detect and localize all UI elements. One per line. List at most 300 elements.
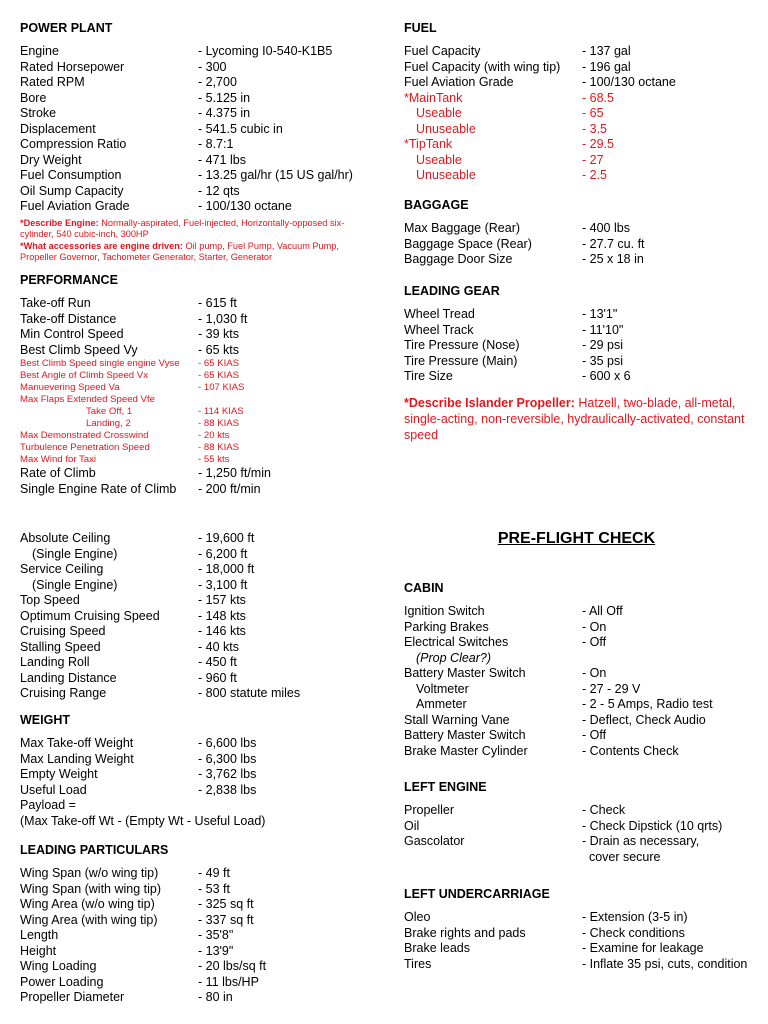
- spec-row: [404, 926, 754, 942]
- spec-row: [20, 122, 380, 138]
- spec-label: Brake Master Cylinder: [404, 743, 528, 758]
- spec-label: Brake rights and pads: [404, 925, 526, 940]
- spec-label: Engine: [20, 44, 59, 58]
- spec-value: - 19,600 ft: [198, 531, 255, 545]
- spec-label: Best Climb Speed Vy: [20, 342, 138, 357]
- spec-value: - 3.5: [582, 121, 608, 136]
- spec-value: - 2 - 5 Amps, Radio test: [582, 697, 713, 711]
- spec-row: [20, 358, 380, 370]
- spec-label: Displacement: [20, 121, 96, 136]
- spec-row: [404, 803, 754, 819]
- spec-row: [20, 430, 380, 442]
- spec-row: [20, 106, 380, 122]
- spec-row: [20, 531, 380, 547]
- spec-row: [20, 783, 380, 799]
- spec-label: Wing Span (w/o wing tip): [20, 866, 159, 880]
- leading-gear-rows: [404, 307, 754, 385]
- spec-value: - 68.5: [582, 90, 614, 105]
- spec-label: Fuel Capacity: [404, 44, 481, 58]
- spec-row: [20, 990, 380, 1006]
- spec-row: [404, 850, 754, 866]
- spec-row: [404, 237, 754, 253]
- spec-label: Fuel Consumption: [20, 168, 122, 182]
- performance-red-rows-2: [20, 430, 380, 466]
- spec-row: [404, 728, 754, 744]
- spec-value: - Off: [582, 635, 607, 649]
- power-plant-section: [20, 20, 380, 264]
- spec-row: [20, 44, 380, 60]
- spec-value: cover secure: [582, 849, 661, 864]
- performance-climb-rows: [20, 466, 380, 497]
- spec-value: - Extension (3-5 in): [582, 910, 688, 924]
- spec-row: [404, 635, 754, 651]
- weight-rows: [20, 736, 380, 798]
- spec-row: [404, 106, 754, 122]
- preflight-title: PRE-FLIGHT CHECK: [497, 530, 656, 547]
- spec-value: - 615 ft: [198, 296, 237, 310]
- spec-row: [20, 168, 380, 184]
- spec-label: Rated Horsepower: [20, 59, 125, 74]
- spec-value: - 27.7 cu. ft: [582, 236, 645, 251]
- spec-label: Useable: [416, 152, 462, 167]
- spec-label: Absolute Ceiling: [20, 531, 111, 545]
- spec-value: - Inflate 35 psi, cuts, condition: [582, 956, 748, 971]
- spec-row: [20, 752, 380, 768]
- spec-label: Max Demonstrated Crosswind: [20, 430, 149, 441]
- performance-section: [20, 272, 380, 497]
- spec-label: Fuel Capacity (with wing tip): [404, 59, 561, 74]
- spec-label: Max Flaps Extended Speed Vfe: [20, 394, 155, 405]
- payload-formula: (Max Take-off Wt - (Empty Wt - Useful Load): [20, 813, 266, 828]
- spec-row: [20, 137, 380, 153]
- spec-label: Landing, 2: [86, 418, 131, 429]
- spec-label: *TipTank: [404, 137, 453, 151]
- spec-value: - 960 ft: [198, 670, 237, 685]
- spec-value: - 600 x 6: [582, 369, 631, 383]
- spec-label: Useable: [416, 106, 462, 120]
- spec-value: - Examine for leakage: [582, 941, 704, 955]
- spec-row: [404, 666, 754, 682]
- spec-row: [20, 91, 380, 107]
- spec-label: Propeller: [404, 803, 455, 817]
- spec-label: Height: [20, 943, 57, 958]
- engine-accessories-text: Oil pump, Fuel Pump, Vacuum Pump, Propeller Governor, Tachometer Generator, Starter, Generator: [20, 240, 339, 262]
- performance-heading: PERFORMANCE: [20, 273, 118, 287]
- spec-label: Best Angle of Climb Speed Vx: [20, 370, 148, 381]
- spec-value: - 157 kts: [198, 593, 246, 607]
- spec-row: [20, 454, 380, 466]
- spec-label: Unuseable: [416, 121, 476, 136]
- spec-row: [20, 944, 380, 960]
- propeller-description-text: Hatzell, two-blade, all-metal, single-acting, non-reversible, hydraulically-activated, constant speed: [404, 395, 745, 442]
- spec-row: [20, 913, 380, 929]
- spec-value: - 4.375 in: [198, 106, 251, 120]
- spec-label: Electrical Switches: [404, 635, 509, 649]
- leading-particulars-section: [20, 842, 380, 1006]
- performance-red-rows: [20, 358, 380, 406]
- left-engine-heading: LEFT ENGINE: [404, 780, 487, 794]
- spec-row: [404, 252, 754, 268]
- spec-value: - 2.5: [582, 168, 608, 182]
- spec-label: *MainTank: [404, 90, 463, 105]
- spec-row: [404, 168, 754, 184]
- spec-label: Top Speed: [20, 593, 80, 607]
- spec-row: [20, 296, 380, 312]
- spec-value: - 65 kts: [198, 342, 239, 357]
- spec-value: - 196 gal: [582, 59, 631, 74]
- spec-value: - 1,030 ft: [198, 311, 248, 326]
- spec-value: - 29 psi: [582, 338, 623, 352]
- spec-value: - 35'8": [198, 928, 234, 942]
- spec-value: - On: [582, 666, 607, 680]
- spec-value: - 137 gal: [582, 44, 631, 58]
- spec-label: Baggage Space (Rear): [404, 236, 532, 251]
- spec-row: [404, 834, 754, 850]
- spec-label: Battery Master Switch: [404, 728, 526, 742]
- spec-label: Wing Loading: [20, 959, 97, 973]
- spec-value: - Deflect, Check Audio: [582, 712, 706, 727]
- spec-label: Best Climb Speed single engine Vyse: [20, 358, 180, 369]
- spec-row: [404, 323, 754, 339]
- engine-description-note: [20, 218, 370, 241]
- ceiling-speed-rows: [20, 531, 380, 702]
- baggage-rows: [404, 221, 754, 268]
- spec-label: Single Engine Rate of Climb: [20, 481, 177, 496]
- spec-label: Gascolator: [404, 834, 465, 848]
- spec-label: Tire Pressure (Main): [404, 353, 518, 368]
- cabin-section: [404, 580, 754, 759]
- spec-value: - 3,100 ft: [198, 577, 248, 592]
- spec-label: Fuel Aviation Grade: [20, 199, 130, 213]
- spec-value: - 450 ft: [198, 655, 237, 669]
- spec-value: - Check Dipstick (10 qrts): [582, 818, 723, 833]
- performance-rows: [20, 296, 380, 358]
- spec-row: [404, 957, 754, 973]
- engine-description-text: Normally-aspirated, Fuel-injected, Horizontally-opposed six-cylinder, 540 cubic-inch, 300HP: [20, 217, 345, 239]
- spec-label: Stall Warning Vane: [404, 712, 510, 727]
- spec-row: [404, 75, 754, 91]
- spec-value: - 107 KIAS: [198, 382, 245, 393]
- spec-value: - 18,000 ft: [198, 562, 255, 576]
- spec-value: - 2,838 lbs: [198, 782, 257, 797]
- spec-label: Max Landing Weight: [20, 751, 134, 766]
- left-engine-section: [404, 779, 754, 865]
- spec-value: - 6,200 ft: [198, 546, 248, 561]
- spec-label: Take-off Run: [20, 296, 91, 310]
- spec-label: Wheel Tread: [404, 307, 475, 321]
- spec-row: [404, 620, 754, 636]
- spec-label: Tires: [404, 956, 432, 971]
- spec-row: [20, 442, 380, 454]
- power-plant-heading: POWER PLANT: [20, 21, 113, 35]
- spec-label: (Prop Clear?): [416, 650, 492, 665]
- spec-label: Max Baggage (Rear): [404, 221, 521, 235]
- spec-row: [20, 882, 380, 898]
- spec-value: - 65 KIAS: [198, 370, 240, 381]
- spec-value: - 49 ft: [198, 866, 230, 880]
- left-undercarriage-rows: [404, 910, 754, 972]
- spec-row: [20, 184, 380, 200]
- cabin-rows: [404, 604, 754, 759]
- spec-label: Dry Weight: [20, 152, 82, 167]
- spec-row: [404, 651, 754, 667]
- spec-label: Optimum Cruising Speed: [20, 608, 160, 623]
- spec-label: Wing Area (with wing tip): [20, 912, 158, 927]
- spec-row: [20, 578, 380, 594]
- engine-description-label: *Describe Engine:: [20, 217, 99, 228]
- spec-row: [20, 382, 380, 394]
- spec-row: [404, 682, 754, 698]
- spec-row: [404, 941, 754, 957]
- spec-row: [20, 671, 380, 687]
- spec-label: Useful Load: [20, 782, 87, 797]
- spec-value: - 11 lbs/HP: [198, 974, 259, 989]
- spec-value: [198, 394, 380, 406]
- spec-label: Oil: [404, 818, 420, 833]
- spec-value: - 146 kts: [198, 624, 246, 638]
- spec-row: [20, 343, 380, 359]
- spec-row: [20, 199, 380, 215]
- spec-value: - 325 sq ft: [198, 897, 254, 911]
- cabin-heading: CABIN: [404, 581, 444, 595]
- spec-row: [404, 122, 754, 138]
- spec-value: - 5.125 in: [198, 90, 251, 105]
- ceiling-speed-section: [20, 531, 380, 702]
- spec-value: - 400 lbs: [582, 221, 630, 235]
- spec-row: [404, 307, 754, 323]
- leading-gear-section: [404, 283, 754, 443]
- spec-value: - 27: [582, 152, 604, 167]
- spec-label: Unuseable: [416, 168, 476, 182]
- spec-value: - On: [582, 619, 607, 634]
- spec-row: [20, 959, 380, 975]
- performance-flap-rows: [20, 406, 380, 430]
- spec-value: - 8.7:1: [198, 137, 234, 151]
- spec-label: Compression Ratio: [20, 137, 127, 151]
- spec-value: - 55 kts: [198, 454, 230, 465]
- spec-value: - All Off: [582, 604, 623, 618]
- spec-value: - 200 ft/min: [198, 481, 261, 496]
- spec-row: [20, 312, 380, 328]
- spec-value: - 114 KIAS: [198, 406, 244, 417]
- spec-label: Oil Sump Capacity: [20, 183, 124, 198]
- spec-value: - 2,700: [198, 75, 237, 89]
- spec-row: [20, 418, 380, 430]
- spec-value: - 6,600 lbs: [198, 736, 257, 750]
- spec-value: - 88 KIAS: [198, 418, 240, 429]
- spec-row: [404, 604, 754, 620]
- spec-label: Service Ceiling: [20, 562, 104, 576]
- spec-label: Landing Roll: [20, 655, 90, 669]
- spec-value: - 13'9": [198, 943, 234, 958]
- spec-label: Power Loading: [20, 974, 104, 989]
- spec-label: Manuevering Speed Va: [20, 382, 120, 393]
- spec-label: Stroke: [20, 106, 57, 120]
- spec-label: Brake leads: [404, 941, 471, 955]
- weight-heading: WEIGHT: [20, 713, 70, 727]
- spec-label: Rated RPM: [20, 75, 85, 89]
- spec-value: - 337 sq ft: [198, 912, 254, 927]
- spec-value: - 29.5: [582, 137, 614, 151]
- spec-label: Max Wind for Taxi: [20, 454, 97, 465]
- spec-label: Turbulence Penetration Speed: [20, 442, 150, 453]
- spec-label: Ignition Switch: [404, 604, 485, 618]
- spec-label: Tire Pressure (Nose): [404, 338, 520, 352]
- spec-row: [404, 713, 754, 729]
- spec-label: Cruising Range: [20, 686, 107, 700]
- power-plant-rows: [20, 44, 380, 215]
- spec-value: - 100/130 octane: [582, 75, 676, 89]
- spec-value: - 13.25 gal/hr (15 US gal/hr): [198, 168, 353, 182]
- spec-value: - 11'10": [582, 322, 624, 337]
- spec-row: [404, 221, 754, 237]
- spec-value: - 53 ft: [198, 881, 230, 896]
- spec-value: - 471 lbs: [198, 152, 246, 167]
- spec-value: - 35 psi: [582, 353, 623, 368]
- spec-label: Voltmeter: [416, 681, 469, 696]
- spec-value: - 27 - 29 V: [582, 681, 641, 696]
- spec-label: Landing Distance: [20, 670, 117, 685]
- spec-label: Oleo: [404, 910, 431, 924]
- spec-value: [582, 651, 754, 667]
- propeller-description-label: *Describe Islander Propeller:: [404, 395, 575, 410]
- spec-row: [20, 640, 380, 656]
- spec-row: [20, 370, 380, 382]
- fuel-section: [404, 20, 754, 184]
- spec-value: - 25 x 18 in: [582, 252, 644, 266]
- spec-label: [404, 850, 582, 866]
- spec-label: Tire Size: [404, 369, 453, 383]
- spec-row: [20, 593, 380, 609]
- spec-value: - 1,250 ft/min: [198, 466, 271, 480]
- spec-label: Rate of Climb: [20, 466, 96, 480]
- spec-value: - 800 statute miles: [198, 686, 301, 700]
- spec-label: Baggage Door Size: [404, 252, 513, 266]
- spec-value: - 541.5 cubic in: [198, 121, 283, 136]
- spec-value: - 100/130 octane: [198, 199, 292, 213]
- spec-row: [20, 60, 380, 76]
- leading-particulars-heading: LEADING PARTICULARS: [20, 843, 169, 857]
- spec-row: [20, 609, 380, 625]
- spec-label: Take Off, 1: [86, 406, 133, 417]
- spec-label: Empty Weight: [20, 767, 98, 781]
- spec-value: - Drain as necessary,: [582, 834, 700, 848]
- spec-row: [20, 406, 380, 418]
- spec-label: Max Take-off Weight: [20, 736, 134, 750]
- spec-row: [20, 466, 380, 482]
- spec-value: - Check: [582, 803, 626, 817]
- spec-value: - 40 kts: [198, 639, 239, 654]
- spec-row: [404, 153, 754, 169]
- spec-value: - Off: [582, 728, 607, 742]
- spec-value: - 13'1": [582, 307, 618, 321]
- spec-label: Cruising Speed: [20, 624, 106, 638]
- spec-label: Wing Area (w/o wing tip): [20, 897, 155, 911]
- spec-row: [20, 75, 380, 91]
- spec-row: [404, 60, 754, 76]
- spec-row: [20, 897, 380, 913]
- spec-label: Stalling Speed: [20, 639, 101, 654]
- spec-label: (Single Engine): [32, 577, 118, 592]
- spec-row: [404, 91, 754, 107]
- spec-row: [20, 624, 380, 640]
- spec-label: (Single Engine): [32, 546, 118, 561]
- spec-row: [20, 686, 380, 702]
- left-undercarriage-heading: LEFT UNDERCARRIAGE: [404, 887, 550, 901]
- spec-row: [404, 744, 754, 760]
- spec-value: - 300: [198, 59, 227, 74]
- fuel-rows: [404, 44, 754, 184]
- spec-value: - 6,300 lbs: [198, 751, 257, 766]
- spec-label: Bore: [20, 90, 47, 105]
- spec-label: Wheel Track: [404, 322, 474, 337]
- spec-label: Propeller Diameter: [20, 990, 125, 1004]
- spec-row: [20, 153, 380, 169]
- spec-row: [404, 137, 754, 153]
- spec-value: - 20 lbs/sq ft: [198, 959, 267, 973]
- spec-row: [20, 866, 380, 882]
- spec-value: - 20 kts: [198, 430, 230, 441]
- spec-label: Ammeter: [416, 697, 467, 711]
- spec-row: [404, 44, 754, 60]
- spec-row: [20, 767, 380, 783]
- spec-row: [404, 369, 754, 385]
- spec-row: [404, 697, 754, 713]
- spec-row: [20, 482, 380, 498]
- spec-row: [20, 562, 380, 578]
- left-undercarriage-section: [404, 886, 754, 972]
- spec-label: Wing Span (with wing tip): [20, 881, 162, 896]
- spec-value: - 65: [582, 106, 604, 120]
- spec-row: [20, 928, 380, 944]
- weight-section: [20, 712, 380, 829]
- spec-row: [404, 338, 754, 354]
- spec-value: - Contents Check: [582, 743, 679, 758]
- spec-label: Min Control Speed: [20, 327, 124, 341]
- spec-label: Take-off Distance: [20, 311, 117, 326]
- spec-value: - 148 kts: [198, 608, 246, 623]
- spec-row: [20, 736, 380, 752]
- spec-row: [20, 327, 380, 343]
- spec-value: - 39 kts: [198, 327, 239, 341]
- baggage-heading: BAGGAGE: [404, 198, 469, 212]
- spec-row: [20, 975, 380, 991]
- engine-accessories-note: [20, 241, 370, 264]
- spec-value: - 65 KIAS: [198, 358, 240, 369]
- spec-row: [20, 394, 380, 406]
- spec-value: - 12 qts: [198, 183, 240, 198]
- spec-row: [404, 819, 754, 835]
- left-engine-rows: [404, 803, 754, 865]
- engine-accessories-label: *What accessories are engine driven:: [20, 240, 183, 251]
- spec-row: [20, 655, 380, 671]
- spec-label: Parking Brakes: [404, 619, 489, 634]
- spec-value: - 88 KIAS: [198, 442, 240, 453]
- propeller-description: [404, 395, 749, 443]
- leading-particulars-rows: [20, 866, 380, 1006]
- fuel-heading: FUEL: [404, 21, 437, 35]
- spec-label: Length: [20, 928, 59, 942]
- payload-label: Payload =: [20, 798, 76, 812]
- leading-gear-heading: LEADING GEAR: [404, 284, 500, 298]
- spec-value: - Lycoming I0-540-K1B5: [198, 44, 333, 58]
- preflight-title-wrap: [404, 530, 754, 548]
- spec-value: - Check conditions: [582, 925, 685, 940]
- baggage-section: [404, 197, 754, 268]
- spec-row: [404, 354, 754, 370]
- spec-value: - 3,762 lbs: [198, 767, 257, 781]
- spec-label: Fuel Aviation Grade: [404, 75, 514, 89]
